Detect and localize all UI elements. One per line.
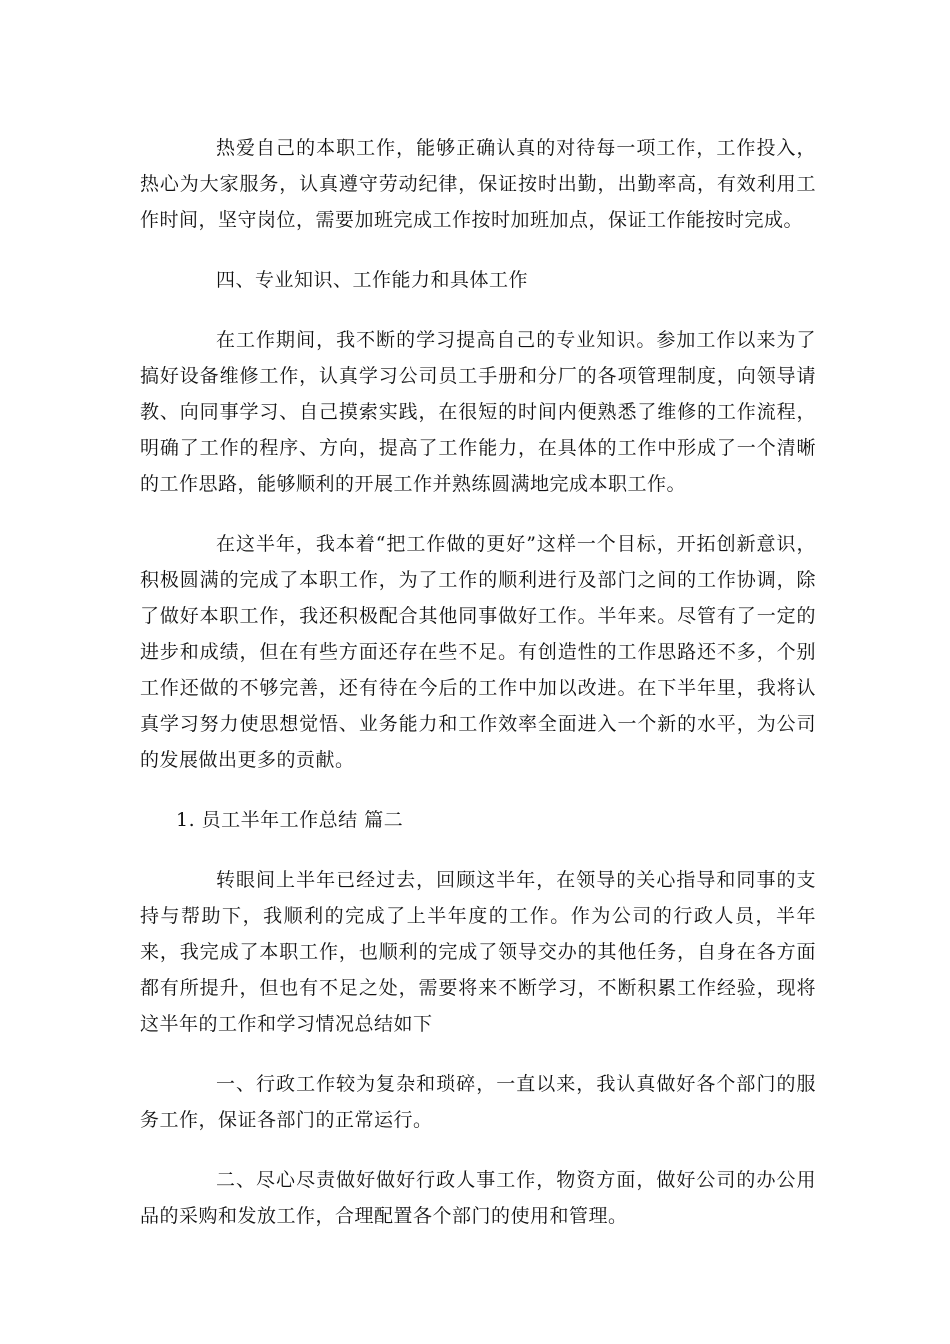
document-body	[140, 130, 816, 1258]
article-heading-part-two: 1. 员工半年工作总结 篇二	[176, 809, 404, 831]
paragraph-work-attitude: 热爱自己的本职工作，能够正确认真的对待每一项工作，工作投入，热心为大家服务，认真遵守劳动纪律，保证按时出勤，出勤率高，有效利用工作时间，坚守岗位，需要加班完成工作按时加班加点，保证工作能按时完成。	[140, 137, 816, 231]
section-heading-professional-knowledge: 四、专业知识、工作能力和具体工作	[216, 269, 529, 291]
paragraph-half-year-summary: 在这半年，我本着“把工作做的更好”这样一个目标，开拓创新意识，积极圆满的完成了本职工作，为了工作的顺利进行及部门之间的工作协调，除了做好本职工作，我还积极配合其他同事做好工作。半年来。尽管有了一定的进步和成绩，但在有些方面还存在些不足。有创造性的工作思路还不多，个别工作还做的不够完善，还有待在今后的工作中加以改进。在下半年里，我将认真学习努力使思想觉悟、业务能力和工作效率全面进入一个新的水平，为公司的发展做出更多的贡献。	[140, 533, 816, 771]
paragraph-admin-work: 一、行政工作较为复杂和琐碎，一直以来，我认真做好各个部门的服务工作，保证各部门的正常运行。	[140, 1073, 816, 1131]
paragraph-intro-part-two: 转眼间上半年已经过去，回顾这半年，在领导的关心指导和同事的支持与帮助下，我顺利的完成了上半年度的工作。作为公司的行政人员，半年来，我完成了本职工作，也顺利的完成了领导交办的其他任务，自身在各方面都有所提升，但也有不足之处，需要将来不断学习，不断积累工作经验，现将这半年的工作和学习情况总结如下	[140, 869, 816, 1035]
paragraph-personnel-work: 二、尽心尽责做好做好行政人事工作，物资方面，做好公司的办公用品的采购和发放工作，合理配置各个部门的使用和管理。	[140, 1169, 816, 1227]
paragraph-learning: 在工作期间，我不断的学习提高自己的专业知识。参加工作以来为了搞好设备维修工作，认真学习公司员工手册和分厂的各项管理制度，向领导请教、向同事学习、自己摸索实践，在很短的时间内便熟悉了维修的工作流程，明确了工作的程序、方向，提高了工作能力，在具体的工作中形成了一个清晰的工作思路，能够顺利的开展工作并熟练圆满地完成本职工作。	[140, 329, 816, 495]
